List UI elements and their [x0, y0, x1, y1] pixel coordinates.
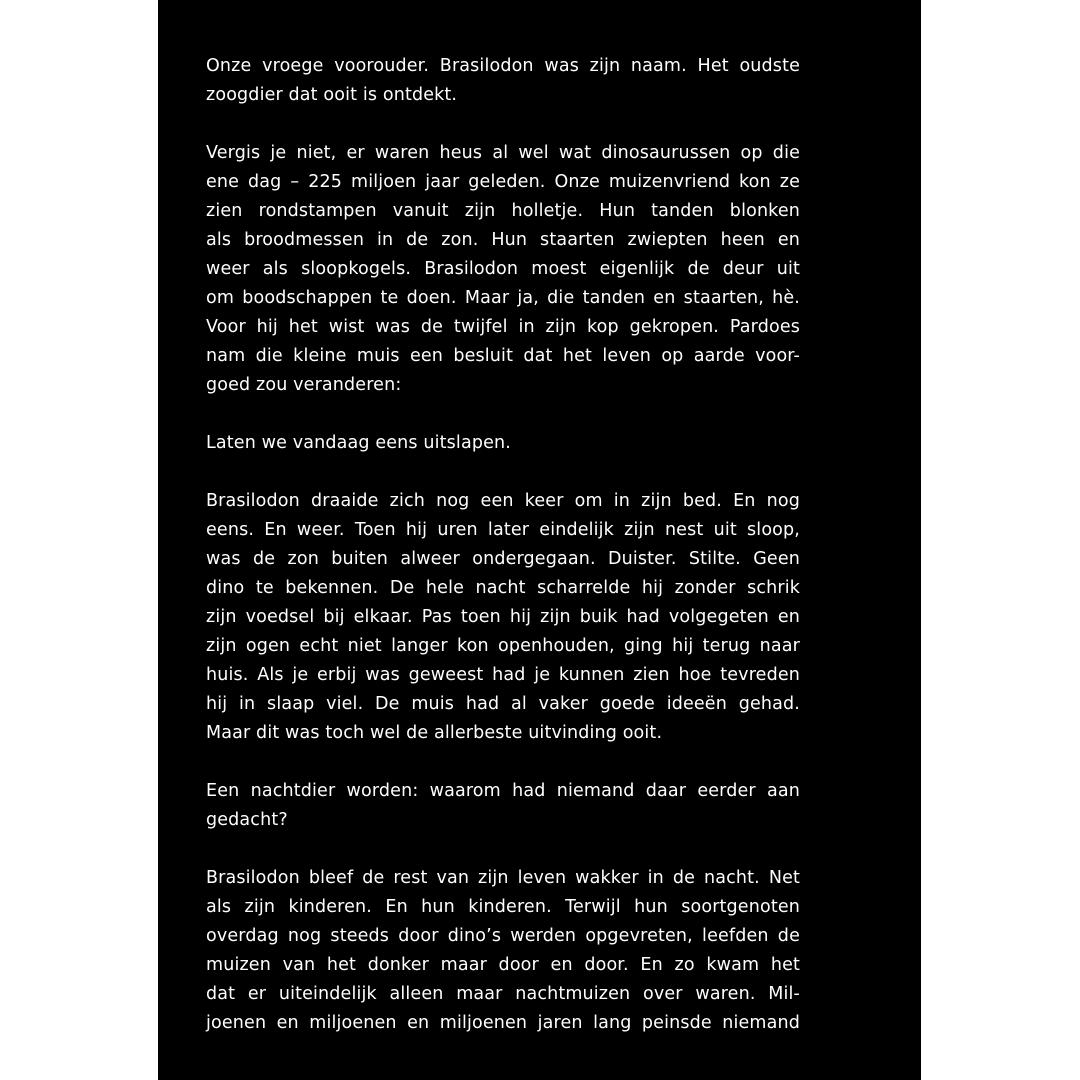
- text-line: Laten we vandaag eens uitslapen.: [206, 433, 511, 453]
- text-line: was de zon buiten alweer ondergegaan. Duister. Stilte. Geen: [206, 549, 800, 569]
- text-line: huis. Als je erbij was geweest had je kunnen zien hoe tevreden: [206, 665, 800, 685]
- body-text: [206, 52, 800, 1067]
- text-line: dino te bekennen. De hele nacht scharrelde hij zonder schrik: [206, 578, 800, 598]
- text-line: Een nachtdier worden: waarom had niemand daar eerder aan: [206, 781, 800, 801]
- text-line: weer als sloopkogels. Brasilodon moest eigenlijk de deur uit: [206, 259, 800, 279]
- text-line: overdag nog steeds door dino’s werden opgevreten, leefden de: [206, 926, 800, 946]
- text-line: Voor hij het wist was de twijfel in zijn kop gekropen. Pardoes: [206, 317, 800, 337]
- text-line: dat er uiteindelijk alleen maar nachtmuizen over waren. Mil-: [206, 984, 800, 1004]
- paragraph: [206, 52, 800, 110]
- paragraph: [206, 487, 800, 748]
- text-line: om boodschappen te doen. Maar ja, die tanden en staarten, hè.: [206, 288, 800, 308]
- text-line: zoogdier dat ooit is ontdekt.: [206, 85, 458, 105]
- text-line: Maar dit was toch wel de allerbeste uitvinding ooit.: [206, 723, 663, 743]
- paragraph: [206, 864, 800, 1038]
- text-line: muizen van het donker maar door en door. En zo kwam het: [206, 955, 800, 975]
- text-line: ene dag – 225 miljoen jaar geleden. Onze muizenvriend kon ze: [206, 172, 800, 192]
- book-page: [158, 0, 921, 1080]
- text-line: Brasilodon draaide zich nog een keer om in zijn bed. En nog: [206, 491, 800, 511]
- text-line: goed zou veranderen:: [206, 375, 402, 395]
- text-line: als broodmessen in de zon. Hun staarten zwiepten heen en: [206, 230, 800, 250]
- text-line: joenen en miljoenen en miljoenen jaren lang peinsde niemand: [206, 1013, 800, 1033]
- paragraph: [206, 777, 800, 835]
- text-line: Onze vroege voorouder. Brasilodon was zijn naam. Het oudste: [206, 56, 800, 76]
- text-line: hij in slaap viel. De muis had al vaker goede ideeën gehad.: [206, 694, 800, 714]
- paragraph: [206, 139, 800, 400]
- text-line: Brasilodon bleef de rest van zijn leven wakker in de nacht. Net: [206, 868, 800, 888]
- paragraph: [206, 429, 800, 458]
- text-line: zijn ogen echt niet langer kon openhouden, ging hij terug naar: [206, 636, 800, 656]
- text-line: eens. En weer. Toen hij uren later eindelijk zijn nest uit sloop,: [206, 520, 800, 540]
- text-line: zien rondstampen vanuit zijn holletje. Hun tanden blonken: [206, 201, 800, 221]
- text-line: gedacht?: [206, 810, 288, 830]
- text-line: nam die kleine muis een besluit dat het leven op aarde voor-: [206, 346, 800, 366]
- text-line: als zijn kinderen. En hun kinderen. Terwijl hun soortgenoten: [206, 897, 800, 917]
- text-line: Vergis je niet, er waren heus al wel wat dinosaurussen op die: [206, 143, 800, 163]
- text-line: zijn voedsel bij elkaar. Pas toen hij zijn buik had volgegeten en: [206, 607, 800, 627]
